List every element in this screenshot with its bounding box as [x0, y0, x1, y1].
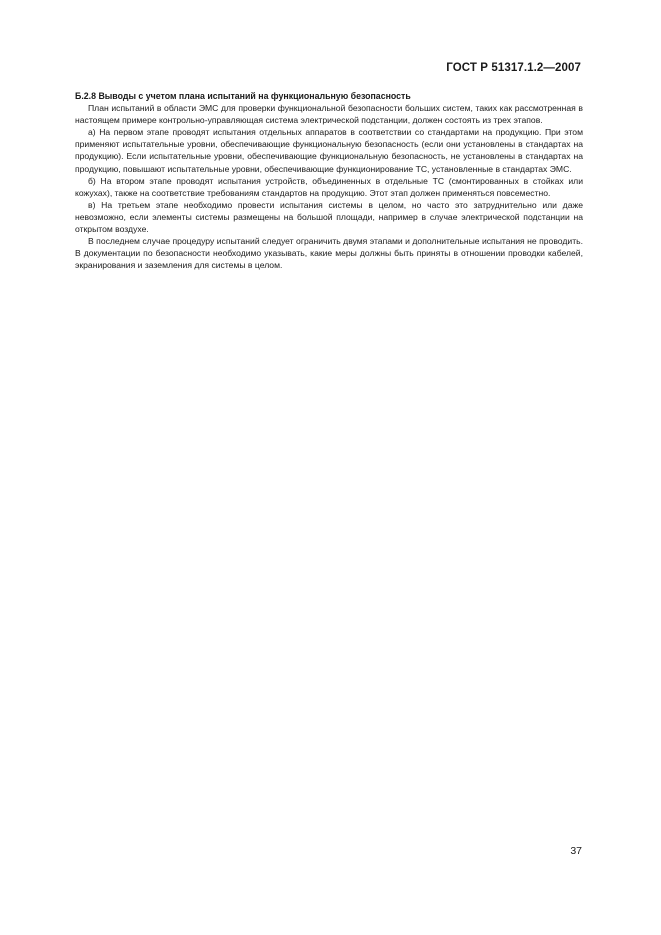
paragraph-stage-c: в) На третьем этапе необходимо провести испытания системы в целом, но часто это затруднительно или даже невозможно, если элементы системы размещены на большой площади, например в случае электрической подстанции на открытом воздухе.	[75, 199, 583, 235]
paragraph-intro: План испытаний в области ЭМС для проверки функциональной безопасности больших систем, таких как рассмотренная в настоящем примере контрольно-управляющая система электрической подстанции, должен состоять из трех этапов.	[75, 103, 583, 126]
paragraph-stage-b: б) На втором этапе проводят испытания устройств, объединенных в отдельные ТС (смонтированных в стойках или кожухах), также на соответствие требованиям стандартов на продукцию. Этот этап должен применяться повсеместно.	[75, 175, 583, 198]
document-code: ГОСТ Р 51317.1.2—2007	[446, 62, 581, 74]
paragraph-stage-a: а) На первом этапе проводят испытания отдельных аппаратов в соответствии со стандартами на продукцию. При этом применяют испытательные уровни, обеспечивающие функциональную безопасность (если они установлены в стандартах на продукцию). Если испытательные уровни, обеспечивающие функциональную безопасность, не установлены в стандартах на продукцию, повышают испытательные уровни, обеспечивающие функционирование ТС, установленные в стандартах ЭМС.	[75, 127, 583, 174]
page-number: 37	[570, 845, 582, 857]
section-title: Б.2.8 Выводы с учетом плана испытаний на функциональную безопасность	[75, 91, 411, 101]
section-body	[75, 90, 583, 271]
paragraph-conclusion: В последнем случае процедуру испытаний следует ограничить двумя этапами и дополнительные испытания не проводить. В документации по безопасности необходимо указывать, какие меры должны быть приняты в отношении проводки кабелей, экранирования и заземления для системы в целом.	[75, 236, 583, 271]
